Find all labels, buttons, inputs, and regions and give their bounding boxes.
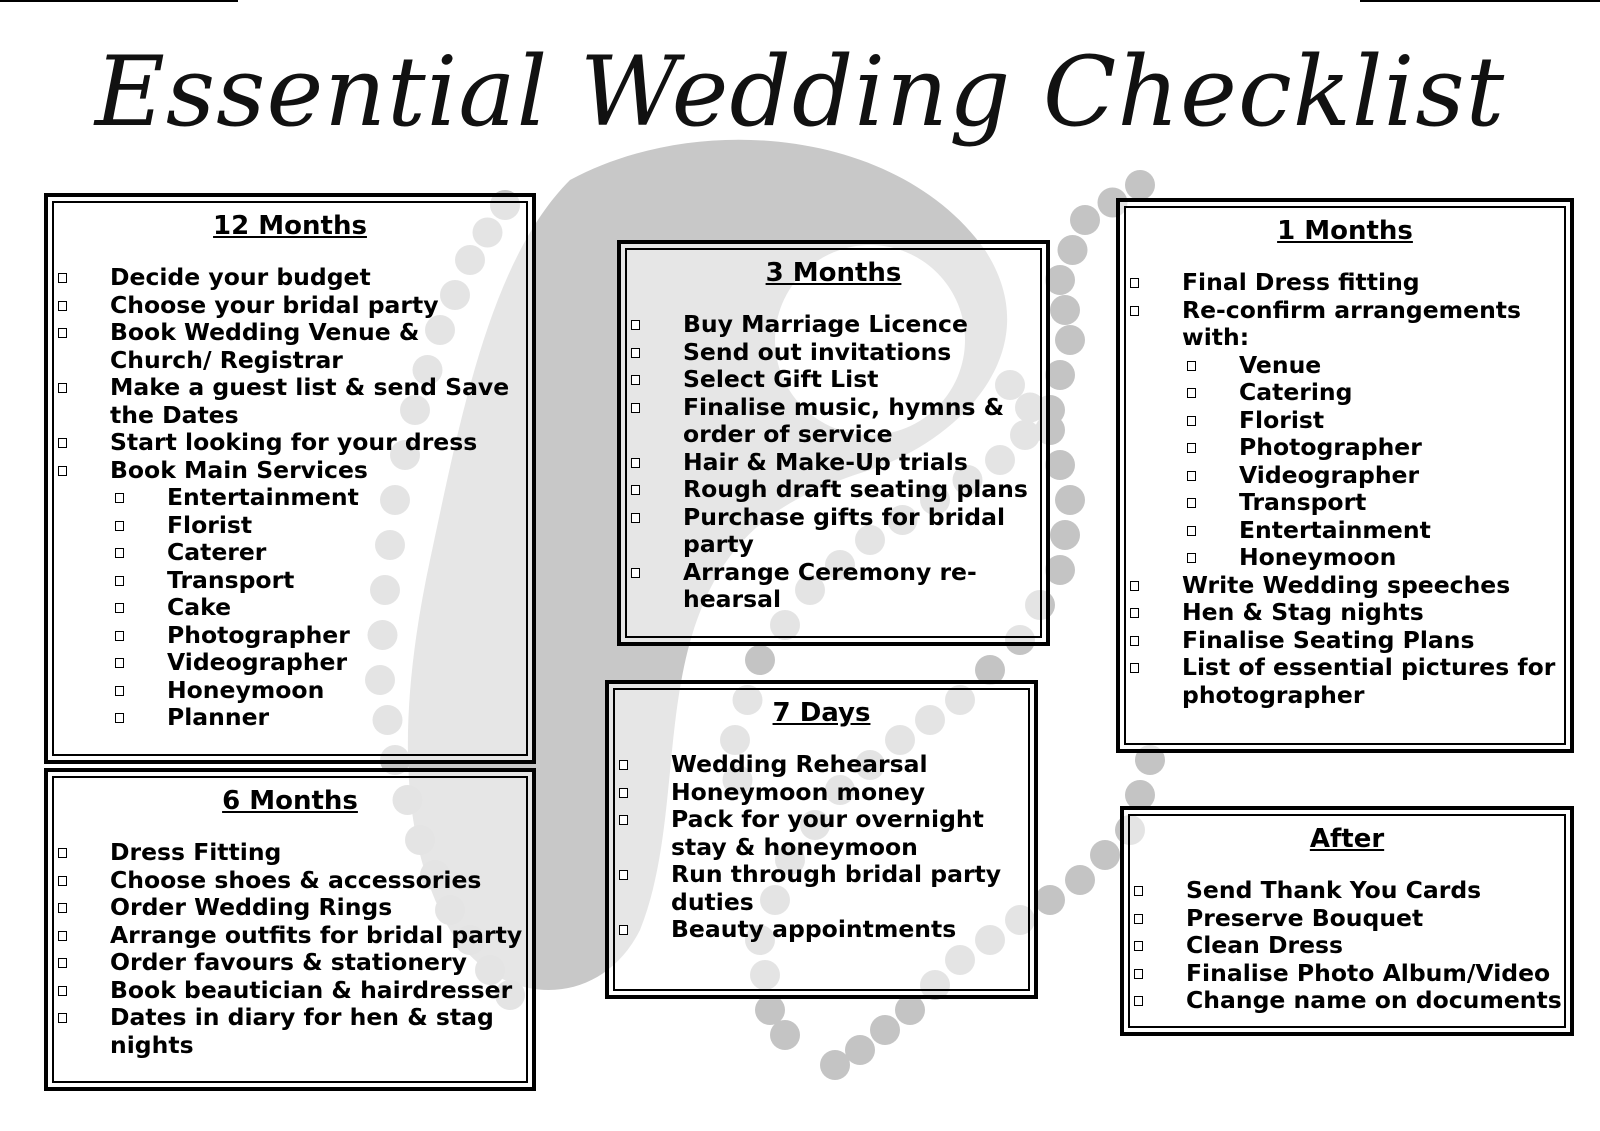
checklist-item: Select Gift List bbox=[621, 366, 1046, 394]
decorative-dot bbox=[1035, 885, 1065, 915]
checklist-subitem: Videographer bbox=[48, 649, 532, 677]
checkbox[interactable] bbox=[115, 603, 124, 613]
section-6-months bbox=[44, 768, 536, 1091]
decorative-dot bbox=[770, 1020, 800, 1050]
checkbox[interactable] bbox=[1130, 636, 1139, 646]
checkbox[interactable] bbox=[631, 403, 640, 413]
checkbox[interactable] bbox=[1187, 361, 1196, 371]
checklist-item: Choose shoes & accessories bbox=[48, 867, 532, 895]
checkbox[interactable] bbox=[619, 760, 628, 770]
checkbox[interactable] bbox=[1130, 278, 1139, 288]
checklist-item: Pack for your overnight stay & honeymoon bbox=[609, 806, 1034, 861]
checklist-subitem: Photographer bbox=[48, 622, 532, 650]
decorative-dot bbox=[1050, 295, 1080, 325]
checklist-item: Honeymoon money bbox=[609, 779, 1034, 807]
top-right-rule bbox=[1360, 0, 1600, 2]
checkbox[interactable] bbox=[115, 521, 124, 531]
checklist-subitem: Honeymoon bbox=[48, 677, 532, 705]
checkbox[interactable] bbox=[1187, 553, 1196, 563]
section-heading: 12 Months bbox=[213, 211, 367, 241]
checkbox[interactable] bbox=[1134, 941, 1143, 951]
checkbox[interactable] bbox=[1134, 914, 1143, 924]
checkbox[interactable] bbox=[58, 466, 67, 476]
checklist-item: Send out invitations bbox=[621, 339, 1046, 367]
checkbox[interactable] bbox=[58, 876, 67, 886]
checklist-item: Run through bridal party duties bbox=[609, 861, 1034, 916]
page-title: Essential Wedding Checklist bbox=[94, 36, 1506, 148]
checkbox[interactable] bbox=[58, 848, 67, 858]
checklist-subitem: Entertainment bbox=[48, 484, 532, 512]
checkbox[interactable] bbox=[1130, 581, 1139, 591]
checklist-item: Arrange outfits for bridal party bbox=[48, 922, 532, 950]
checkbox[interactable] bbox=[115, 576, 124, 586]
checklist-item: Preserve Bouquet bbox=[1124, 905, 1570, 933]
checklist-item: Clean Dress bbox=[1124, 932, 1570, 960]
section-heading: 1 Months bbox=[1277, 216, 1413, 246]
decorative-dot bbox=[845, 1035, 875, 1065]
checklist-subitem: Videographer bbox=[1120, 462, 1570, 490]
checklist-item: Finalise Seating Plans bbox=[1120, 627, 1570, 655]
checkbox[interactable] bbox=[115, 658, 124, 668]
checkbox[interactable] bbox=[619, 788, 628, 798]
decorative-dot bbox=[895, 995, 925, 1025]
checkbox[interactable] bbox=[1187, 388, 1196, 398]
checklist-item: Finalise music, hymns & order of service bbox=[621, 394, 1046, 449]
checklist-item: Wedding Rehearsal bbox=[609, 751, 1034, 779]
decorative-dot bbox=[1065, 865, 1095, 895]
checklist-item: Start looking for your dress bbox=[48, 429, 532, 457]
checkbox[interactable] bbox=[58, 958, 67, 968]
checkbox[interactable] bbox=[1187, 443, 1196, 453]
decorative-dot bbox=[745, 645, 775, 675]
checkbox[interactable] bbox=[631, 375, 640, 385]
section-12-months bbox=[44, 193, 536, 764]
checkbox[interactable] bbox=[619, 870, 628, 880]
decorative-dot bbox=[1055, 485, 1085, 515]
checkbox[interactable] bbox=[58, 1013, 67, 1023]
checkbox[interactable] bbox=[58, 301, 67, 311]
checkbox[interactable] bbox=[631, 485, 640, 495]
checkbox[interactable] bbox=[1187, 416, 1196, 426]
section-heading: 6 Months bbox=[222, 786, 358, 816]
checkbox[interactable] bbox=[631, 568, 640, 578]
checklist-item: Rough draft seating plans bbox=[621, 476, 1046, 504]
checklist-item: Re-confirm arrangements with: bbox=[1120, 297, 1570, 352]
checklist-item: Decide your budget bbox=[48, 264, 532, 292]
checkbox[interactable] bbox=[1130, 306, 1139, 316]
section-1-months bbox=[1116, 198, 1574, 753]
checkbox[interactable] bbox=[1134, 969, 1143, 979]
checklist-item: Send Thank You Cards bbox=[1124, 877, 1570, 905]
section-3-months bbox=[617, 240, 1050, 646]
checkbox[interactable] bbox=[631, 513, 640, 523]
checklist-subitem: Florist bbox=[48, 512, 532, 540]
checklist-item: Arrange Ceremony re-hearsal bbox=[621, 559, 1046, 614]
checklist-item: Order Wedding Rings bbox=[48, 894, 532, 922]
checkbox[interactable] bbox=[115, 493, 124, 503]
checkbox[interactable] bbox=[1134, 996, 1143, 1006]
checklist-subitem: Cake bbox=[48, 594, 532, 622]
checkbox[interactable] bbox=[1187, 498, 1196, 508]
checklist-item: Choose your bridal party bbox=[48, 292, 532, 320]
checklist-subitem: Honeymoon bbox=[1120, 544, 1570, 572]
section-heading: 3 Months bbox=[765, 258, 902, 288]
checklist-item: Make a guest list & send Save the Dates bbox=[48, 374, 532, 429]
checklist-subitem: Venue bbox=[1120, 352, 1570, 380]
checklist-subitem: Photographer bbox=[1120, 434, 1570, 462]
checkbox[interactable] bbox=[1187, 471, 1196, 481]
checklist-subitem: Planner bbox=[48, 704, 532, 732]
checklist-item: Book Wedding Venue & Church/ Registrar bbox=[48, 319, 532, 374]
checklist-item: Write Wedding speeches bbox=[1120, 572, 1570, 600]
checkbox[interactable] bbox=[58, 383, 67, 393]
checklist-item: Order favours & stationery bbox=[48, 949, 532, 977]
top-left-rule bbox=[0, 0, 238, 2]
decorative-dot bbox=[1125, 170, 1155, 200]
checkbox[interactable] bbox=[619, 925, 628, 935]
decorative-dot bbox=[870, 1015, 900, 1045]
checkbox[interactable] bbox=[1187, 526, 1196, 536]
checklist-subitem: Florist bbox=[1120, 407, 1570, 435]
checkbox[interactable] bbox=[58, 273, 67, 283]
checkbox[interactable] bbox=[631, 320, 640, 330]
checklist-subitem: Caterer bbox=[48, 539, 532, 567]
checklist-item: Dates in diary for hen & stag nights bbox=[48, 1004, 532, 1059]
checklist-subitem: Entertainment bbox=[1120, 517, 1570, 545]
checklist-item: List of essential pictures for photographer bbox=[1120, 654, 1570, 709]
checklist-item: Hair & Make-Up trials bbox=[621, 449, 1046, 477]
decorative-dot bbox=[755, 995, 785, 1025]
checkbox[interactable] bbox=[631, 348, 640, 358]
checklist-item: Book Main Services bbox=[48, 457, 532, 485]
checkbox[interactable] bbox=[58, 328, 67, 338]
checkbox[interactable] bbox=[58, 986, 67, 996]
decorative-dot bbox=[1070, 205, 1100, 235]
checkbox[interactable] bbox=[58, 438, 67, 448]
section-7-days bbox=[605, 680, 1038, 999]
checklist-subitem: Transport bbox=[48, 567, 532, 595]
checklist-item: Finalise Photo Album/Video bbox=[1124, 960, 1570, 988]
decorative-dot bbox=[1090, 840, 1120, 870]
checklist-item: Book beautician & hairdresser bbox=[48, 977, 532, 1005]
checkbox[interactable] bbox=[58, 903, 67, 913]
checkbox[interactable] bbox=[115, 713, 124, 723]
checklist-subitem: Catering bbox=[1120, 379, 1570, 407]
checklist-item: Beauty appointments bbox=[609, 916, 1034, 944]
checklist-item: Change name on documents bbox=[1124, 987, 1570, 1015]
checkbox[interactable] bbox=[58, 931, 67, 941]
decorative-dot bbox=[1055, 325, 1085, 355]
checklist-item: Dress Fitting bbox=[48, 839, 532, 867]
checkbox[interactable] bbox=[115, 631, 124, 641]
checklist-item: Buy Marriage Licence bbox=[621, 311, 1046, 339]
section-after bbox=[1120, 806, 1574, 1036]
checkbox[interactable] bbox=[1134, 886, 1143, 896]
checkbox[interactable] bbox=[1130, 663, 1139, 673]
checkbox[interactable] bbox=[115, 686, 124, 696]
decorative-dot bbox=[820, 1050, 850, 1080]
checkbox[interactable] bbox=[619, 815, 628, 825]
checkbox[interactable] bbox=[1130, 608, 1139, 618]
checklist-subitem: Transport bbox=[1120, 489, 1570, 517]
section-heading: After bbox=[1309, 824, 1385, 854]
checklist-item: Hen & Stag nights bbox=[1120, 599, 1570, 627]
checklist-item: Final Dress fitting bbox=[1120, 269, 1570, 297]
decorative-dot bbox=[1058, 235, 1088, 265]
checkbox[interactable] bbox=[115, 548, 124, 558]
section-heading: 7 Days bbox=[772, 698, 871, 728]
checklist-item: Purchase gifts for bridal party bbox=[621, 504, 1046, 559]
checkbox[interactable] bbox=[631, 458, 640, 468]
decorative-dot bbox=[1050, 520, 1080, 550]
